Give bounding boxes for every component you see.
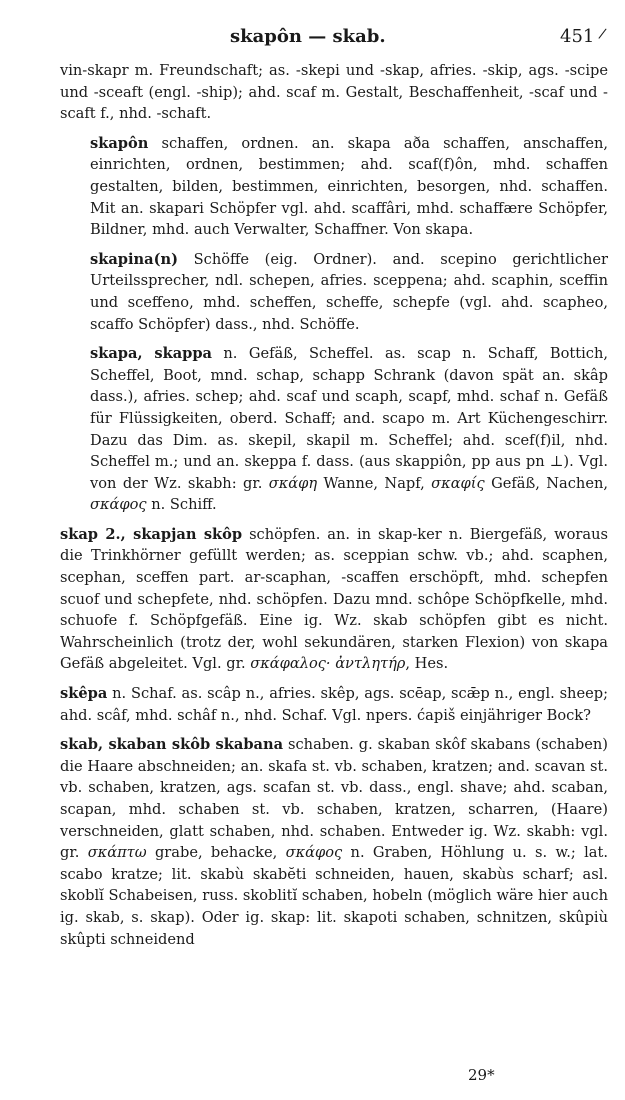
entry-text: Schöffe (eig. Ordner). and. scepino gerichtlicher Urteilssprecher, ndl. schepen, afries. sceppena; ahd. scaphin, sceffin und sceffeno, mhd. scheffen, scheffe, schepfe (vgl. ahd. scapheo, scaffo Schöpfer) dass., nhd. Schöffe. xyxy=(90,250,608,333)
entry-text: , Hes. xyxy=(405,655,449,673)
entry-skab xyxy=(60,734,608,950)
entry-skepa xyxy=(60,683,608,726)
running-title: skapôn — skab. xyxy=(230,26,386,47)
entry-text: grabe, behacke, xyxy=(146,844,286,862)
dictionary-text xyxy=(60,60,608,958)
entry-text: Wanne, Napf, xyxy=(317,474,432,492)
greek-word: σκάφη xyxy=(268,474,318,492)
headword: skab, skaban skôb skabana xyxy=(60,736,284,754)
entry-text: schaffen, ordnen. an. skapa aða schaffen, anschaffen, einrichten, ordnen, bestimmen; ahd. scaf(f)ôn, mhd. schaffen gestalten, bilden, bestimmen, einrichten, besorgen, nhd. schaffen. Mit an. skapari Schöpfer vgl. ahd. scaffâri, mhd. schaffære Schöpfer, Bildner, mhd. auch Verwalter, Schaffner. Von skapa. xyxy=(90,134,608,239)
entry-skap-2 xyxy=(60,524,608,675)
entry-text: schöpfen. an. in skap-ker n. Biergefäß, woraus die Trinkhörner gefüllt werden; as. sceppian schw. vb.; ahd. scaphen, scephan, sceffen part. ar-scaphan, -scaffen erschöpft, mhd. schepfen scuof und schepfete, nhd. schöpfen. Dazu mnd. schôpe Schöpfkelle, mhd. schuofe f. Schöpfgefäß. Eine ig. Wz. skab schöpfen gibt es nicht. Wahrscheinlich (trotz der, wohl sekundären, starken Flexion) von skapa Gefäß abgeleitet. Vgl. gr. xyxy=(60,525,608,673)
entry-vin-skapr xyxy=(60,60,608,125)
entry-skapon xyxy=(90,133,608,241)
greek-word: σκάπτω xyxy=(87,844,147,862)
page-number: 451 xyxy=(560,26,595,47)
entry-text: n. Schaf. as. scâp n., afries. skêp, ags. scēap, scǣp n., engl. sheep; ahd. scâf, mhd. schâf n., nhd. Schaf. Vgl. npers. ćapiš einjähriger Bock? xyxy=(60,685,608,724)
entry-text: Gefäß, Nachen, xyxy=(484,474,608,492)
entry-text: schaben. g. skaban skôf skabans (schaben) die Haare abschneiden; an. skafa st. vb. schaben, kratzen; and. scavan st. vb. schaben, kratzen, ags. scafan st. vb. dass., engl. shave; ahd. scaban, scapan, mhd. schaben st. vb. schaben, kratzen, scharren, (Haare) verschneiden, glatt schaben, nhd. schaben. Entweder ig. Wz. skabh: vgl. gr. xyxy=(60,736,608,862)
greek-word: σκάφαλος· ἀντλητήρ xyxy=(250,655,406,673)
headword: skapôn xyxy=(90,134,149,152)
entry-skapina xyxy=(90,249,608,335)
greek-word: σκαφίς xyxy=(431,474,485,492)
signature-mark: 29* xyxy=(468,1066,495,1084)
entry-text: n. Graben, Höhlung u. s. w.; lat. scabo kratze; lit. skabù skabĕti schneiden, hauen, skabùs scharf; asl. skoblĭ Schabeisen, russ. skoblitĭ schaben, hobeln (möglich wäre hier auch ig. skab, s. skap). Oder ig. skap: lit. skapoti schaben, schnitzen, skûpiù skûpti schneidend xyxy=(60,844,608,948)
headword: skapa, skappa xyxy=(90,345,213,363)
headword: skap 2., skapjan skôp xyxy=(60,525,243,543)
headword: skapina(n) xyxy=(90,250,179,268)
headword: skêpa xyxy=(60,685,108,703)
corner-mark: / xyxy=(597,25,608,43)
entry-text: n. Schiff. xyxy=(146,496,217,514)
greek-word: σκάφος xyxy=(90,496,147,514)
greek-word: σκάφος xyxy=(285,844,343,862)
entry-text: vin-skapr m. Freundschaft; as. -skepi und -skap, afries. -skip, ags. -scipe und -sceaft (engl. -ship); ahd. scaf m. Gestalt, Beschaffenheit, -scaf und -scaft f., nhd. -schaft. xyxy=(60,62,608,123)
entry-text: n. Gefäß, Scheffel. as. scap n. Schaff, Bottich, Scheffel, Boot, mnd. schap, schapp Schrank (davon spät an. skâp dass.), afries. schep; ahd. scaf und scaph, scapf, mhd. schaf n. Gefäß für Flüssigkeiten, oberd. Schaff; and. scapo m. Art Küchengeschirr. Dazu das Dim. as. skepil, skapil m. Scheffel; ahd. scef(f)il, nhd. Scheffel m.; und an. skeppa f. dass. (aus skappiôn, pp aus pn ⊥). Vgl. von der Wz. skabh: gr. xyxy=(90,345,608,492)
entry-skapa xyxy=(90,343,608,516)
page-header xyxy=(0,26,625,54)
